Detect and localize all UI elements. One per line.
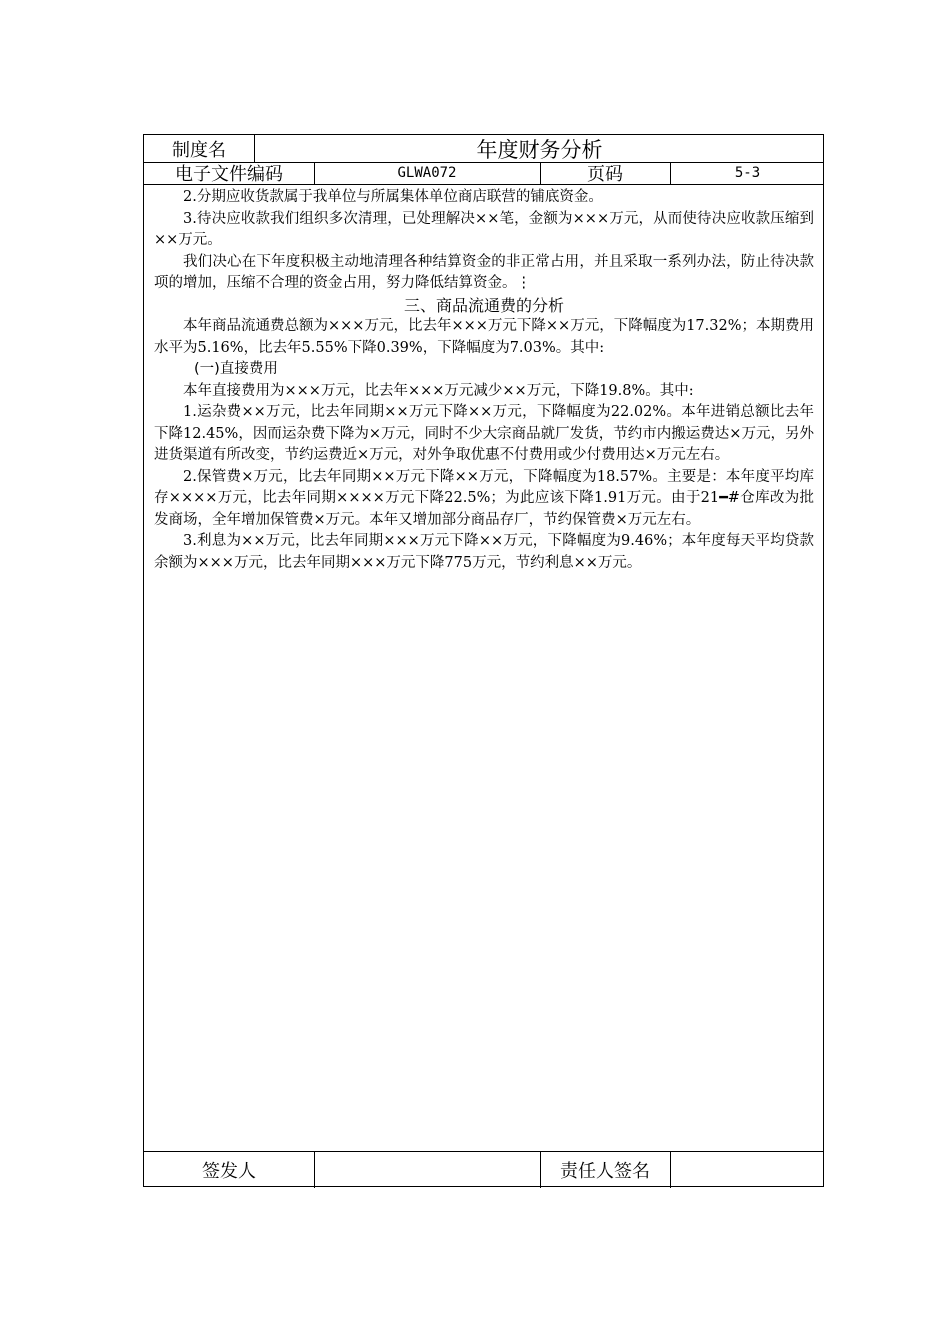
issuer-signature-field[interactable]: [314, 1151, 540, 1188]
document-title: 年度财务分析: [476, 137, 603, 162]
section-heading: 三、商品流通费的分析: [403, 295, 564, 315]
paragraph-pending-receivables: 3.待决应收款我们组织多次清理，已处理解决××笔，金额为×××万元，从而使待决应收款压缩到××万元。: [154, 210, 814, 248]
paragraph-freight: 1.运杂费××万元，比去年同期××万元下降××万元，下降幅度为22.02%。本年进销总额比去年下降12.45%，因而运杂费下降为×万元，同时不少大宗商品就厂发货，节约市内搬运费达×万元，另外进货渠道有所改变，节约运费近×万元，对外争取优惠不付费用或少付费用达×万元左右。: [154, 404, 814, 463]
document-form: [143, 134, 824, 1187]
doc-code-label: 电子文件编码: [175, 164, 283, 185]
issuer-label: 签发人: [202, 1160, 256, 1182]
paragraph-storage: 2.保管费×万元，比去年同期××万元下降××万元，下降幅度为18.57%。主要是：本年度平均库存××××万元，比去年同期××××万元下降22.5%；为此应该下降1.91万元。由于21━#仓库改为批发商场，全年增加保管费×万元。本年又增加部分商品存厂，节约保管费×万元左右。: [154, 468, 814, 528]
paragraph-circulation-cost-total: 本年商品流通费总额为×××万元，比去年×××万元下降××万元，下降幅度为17.32%；本期费用水平为5.16%，比去年5.55%下降0.39%，下降幅度为7.03%。其中:: [154, 318, 814, 356]
doc-code-value: GLWA072: [397, 165, 457, 181]
paragraph-installment-receivables: 2.分期应收货款属于我单位与所属集体单位商店联营的铺底资金。: [183, 189, 603, 205]
paragraph-direct-costs: 本年直接费用为×××万元，比去年×××万元减少××万元，下降19.8%。其中:: [183, 382, 694, 399]
page-number: 5-3: [734, 165, 761, 181]
paragraph-interest: 3.利息为××万元，比去年同期×××万元下降××万元，下降幅度为9.46%；本年度每天平均贷款余额为×××万元，比去年同期×××万元下降775万元，节约利息××万元。: [154, 533, 814, 571]
responsible-signature-label: 责任人签名: [560, 1160, 650, 1182]
sub-heading-direct-costs: (一)直接费用: [194, 361, 278, 377]
responsible-signature-field[interactable]: [670, 1151, 825, 1188]
document-body: [154, 187, 814, 574]
page-label: 页码: [587, 164, 623, 185]
system-name-label: 制度名: [172, 139, 226, 161]
paragraph-clearance-plan: 我们决心在下年度积极主动地清理各种结算资金的非正常占用，并且采取一系列办法，防止待决款项的增加，压缩不合理的资金占用，努力降低结算资金。⋮: [154, 253, 814, 291]
